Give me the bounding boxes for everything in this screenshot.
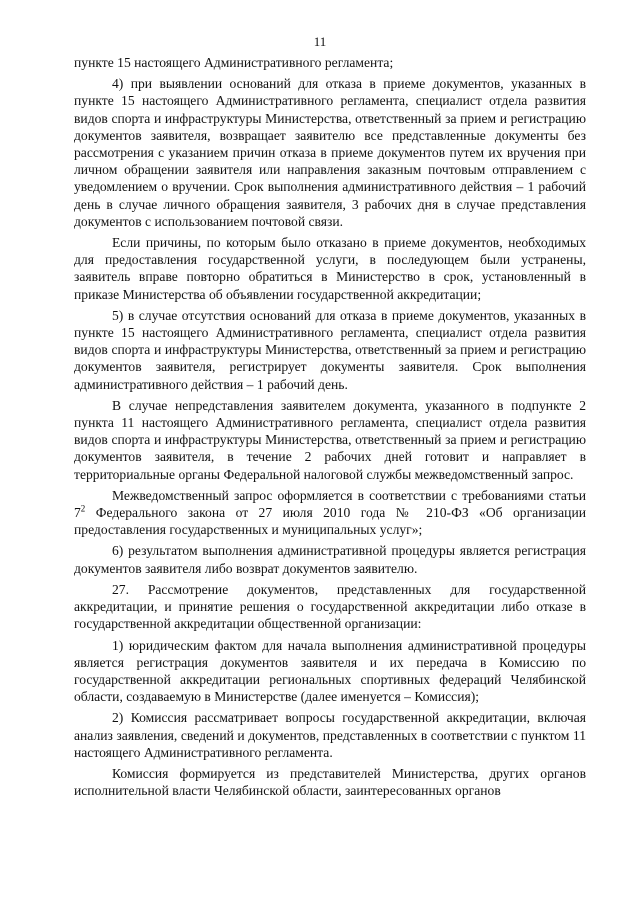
paragraph: Комиссия формируется из представителей Министерства, других органов исполнительной власти Челябинской области, заинтересованных органов xyxy=(74,765,586,799)
paragraph: 4) при выявлении оснований для отказа в приеме документов, указанных в пункте 15 настоящего Административного регламента, специалист отдела развития видов спорта и инфраструктуры Министерства, ответственный за прием и регистрацию документов заявителя, возвращает заявителю все представленные документы без рассмотрения с указанием причин отказа в приеме документов путем их вручения при личном обращении заявителя или направления заказным почтовым отправлением с уведомлением о вручении. Срок выполнения административного действия – 1 рабочий день в случае личного обращения заявителя, 3 рабочих дня в случае представления документов с использованием почтовой связи. xyxy=(74,76,586,229)
superscript: 2 xyxy=(80,503,86,514)
paragraph: 6) результатом выполнения административной процедуры является регистрация документов заявителя либо возврат документов заявителю. xyxy=(74,543,586,576)
paragraph-text-before: Межведомственный запрос оформляется в соответствии с требованиями статьи 7 xyxy=(74,487,586,521)
paragraph xyxy=(74,487,586,539)
document-body xyxy=(74,54,586,803)
paragraph-text-after: Федерального закона от 27 июля 2010 года № 210-ФЗ «Об организации предоставления государственных и муниципальных услуг»; xyxy=(74,505,586,538)
paragraph: Если причины, по которым было отказано в приеме документов, необходимых для предоставления государственной услуги, в последующем были устранены, заявитель вправе повторно обратиться в Министерство в срок, установленный в приказе Министерства об объявлении государственной аккредитации; xyxy=(74,235,586,302)
paragraph: 1) юридическим фактом для начала выполнения административной процедуры является регистрация документов заявителя и их передача в Комиссию по государственной аккредитации региональных спортивных федераций Челябинской области, создаваемую в Министерстве (далее именуется – Комиссия); xyxy=(74,637,586,705)
paragraph: пункте 15 настоящего Административного регламента; xyxy=(74,55,394,70)
paragraph: 5) в случае отсутствия оснований для отказа в приеме документов, указанных в пункте 15 настоящего Административного регламента, специалист отдела развития видов спорта и инфраструктуры Министерства, ответственный за прием и регистрацию документов заявителя, регистрирует документы заявителя. Срок выполнения административного действия – 1 рабочий день. xyxy=(74,307,586,392)
paragraph: В случае непредставления заявителем документа, указанного в подпункте 2 пункта 11 настоящего Административного регламента, специалист отдела развития видов спорта и инфраструктуры Министерства, ответственный за прием и регистрацию документов заявителя, в течение 2 рабочих дней готовит и направляет в территориальные органы Федеральной налоговой службы межведомственный запрос. xyxy=(74,397,586,482)
paragraph: 2) Комиссия рассматривает вопросы государственной аккредитации, включая анализ заявления, сведений и документов, представленных в соответствии с пунктом 11 настоящего Административного регламента. xyxy=(74,710,586,760)
page-number: 11 xyxy=(313,34,327,49)
paragraph: 27. Рассмотрение документов, представленных для государственной аккредитации, и принятие решения о государственной аккредитации либо отказе в государственной аккредитации общественной организации: xyxy=(74,581,586,632)
